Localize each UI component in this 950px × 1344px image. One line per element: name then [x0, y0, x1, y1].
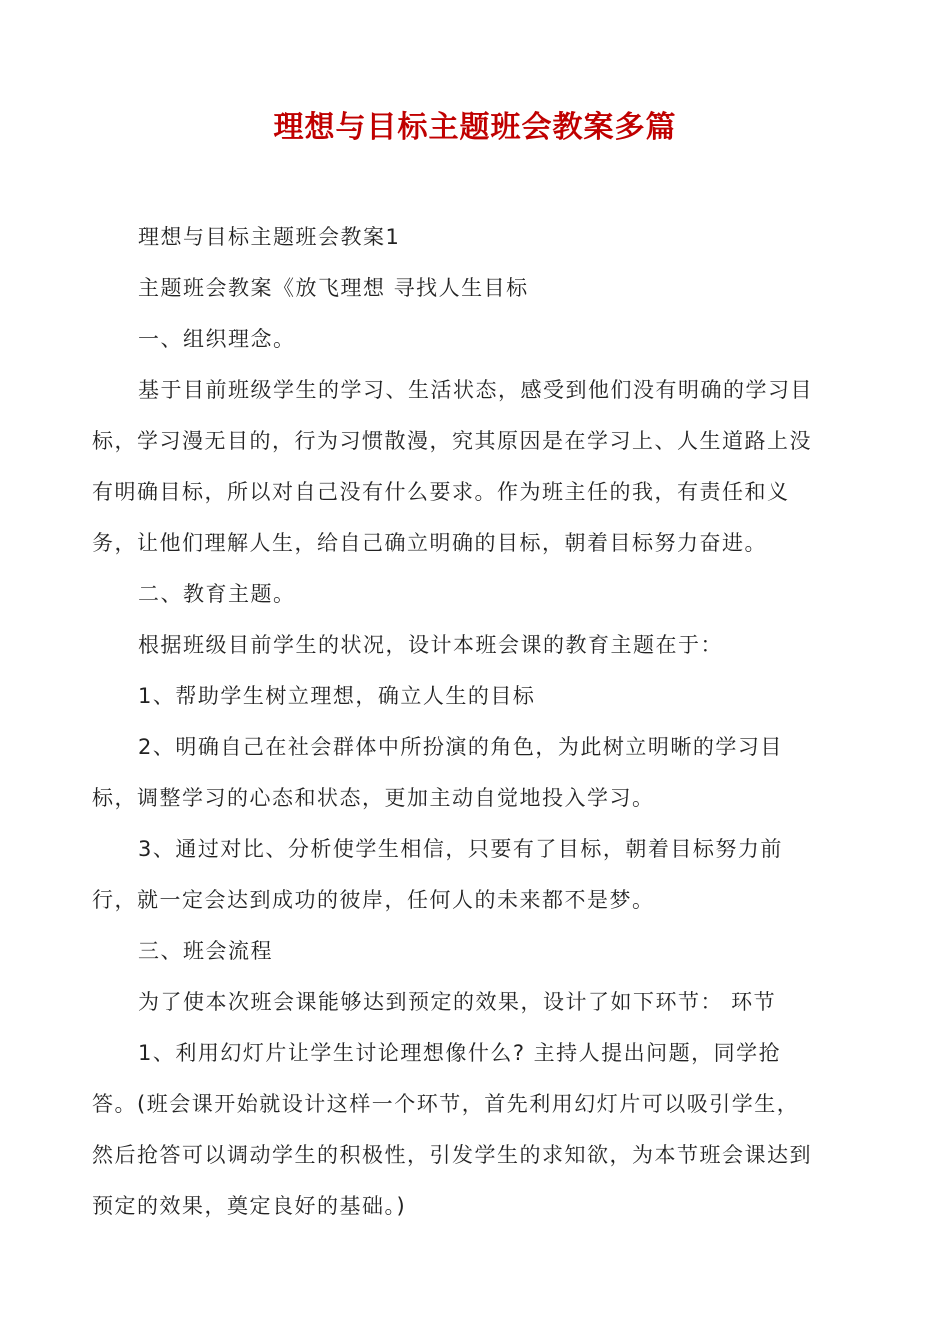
section-heading: 三、班会流程 [138, 939, 273, 963]
list-item: 1、帮助学生树立理想，确立人生的目标 [138, 684, 536, 708]
list-item-continuation: 答。(班会课开始就设计这样一个环节，首先利用幻灯片可以吸引学生， [92, 1092, 800, 1116]
paragraph-line: 基于目前班级学生的学习、生活状态，感受到他们没有明确的学习目 [138, 378, 813, 402]
section-heading: 二、教育主题。 [138, 582, 296, 606]
list-item: 1、利用幻灯片让学生讨论理想像什么? 主持人提出问题，同学抢 [138, 1041, 782, 1065]
section-heading: 一、组织理念。 [138, 327, 296, 351]
document-title: 理想与目标主题班会教案多篇 [273, 110, 677, 145]
paragraph-line: 根据班级目前学生的状况，设计本班会课的教育主题在于： [138, 633, 723, 657]
list-item-continuation: 然后抢答可以调动学生的积极性，引发学生的求知欲，为本节班会课达到 [92, 1143, 812, 1167]
list-item-continuation: 行，就一定会达到成功的彼岸，任何人的未来都不是梦。 [92, 888, 655, 912]
section-heading: 理想与目标主题班会教案1 [138, 225, 401, 249]
paragraph-line: 标，学习漫无目的，行为习惯散漫，究其原因是在学习上、人生道路上没 [92, 429, 812, 453]
lesson-subtitle: 主题班会教案《放飞理想 寻找人生目标 [138, 276, 529, 300]
paragraph-line: 务，让他们理解人生，给自己确立明确的目标，朝着目标努力奋进。 [92, 531, 767, 555]
list-item: 2、明确自己在社会群体中所扮演的角色，为此树立明晰的学习目 [138, 735, 783, 759]
list-item-continuation: 标，调整学习的心态和状态，更加主动自觉地投入学习。 [92, 786, 655, 810]
paragraph-line: 为了使本次班会课能够达到预定的效果，设计了如下环节： 环节 [138, 990, 777, 1014]
list-item: 3、通过对比、分析使学生相信，只要有了目标，朝着目标努力前 [138, 837, 783, 861]
list-item-continuation: 预定的效果，奠定良好的基础。) [92, 1194, 407, 1218]
paragraph-line: 有明确目标，所以对自己没有什么要求。作为班主任的我，有责任和义 [92, 480, 790, 504]
